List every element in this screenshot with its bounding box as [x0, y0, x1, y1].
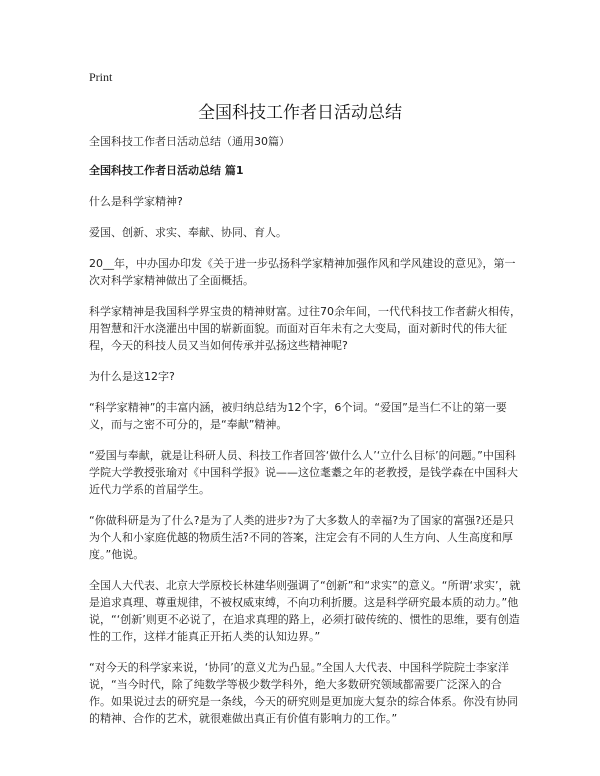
paragraph: 全国人大代表、北京大学原校长林建华则强调了“创新”和“求实”的意义。“所谓‘求实’，就是追求真理、尊重规律，不被权威束缚，不向功利折腰。这是科学研究最本质的动力。”他说，“‘创新’则更不必说了，在追求真理的路上，必须打破传统的、惯性的思维，要有创造性的工作，这样才能真正开拓人类的认知边界。” [89, 579, 521, 643]
paragraph: 科学家精神是我国科学界宝贵的精神财富。过往70余年间，一代代科技工作者薪火相传，用智慧和汗水浇灌出中国的崭新面貌。而面对百年未有之大变局，面对新时代的伟大征程，今天的科技人员又当如何传承并弘扬这些精神呢? [89, 305, 521, 352]
page-title: 全国科技工作者日活动总结 [198, 103, 402, 123]
document-body [89, 133, 521, 741]
paragraph: 爱国、创新、求实、奉献、协同、育人。 [89, 226, 287, 239]
paragraph: “对今天的科学家来说，‘协同’的意义尤为凸显。”全国人大代表、中国科学院院士李家洋说，“当今时代，除了纯数学等极少数学科外，绝大多数研究领域都需要广泛深入的合作。如果说过去的研究是一条线，今天的研究则是更加庞大复杂的综合体系。你没有协同的精神、合作的艺术，就很难做出真正有价值有影响力的工作。” [89, 661, 518, 725]
section-heading: 全国科技工作者日活动总结 篇1 [89, 164, 244, 177]
paragraph: 20__年，中办国办印发《关于进一步弘扬科学家精神加强作风和学风建设的意见》，第一次对科学家精神做出了全面概括。 [89, 257, 516, 287]
print-label: Print [89, 70, 113, 84]
paragraph: “你做科研是为了什么?是为了人类的进步?为了大多数人的幸福?为了国家的富强?还是只为个人和小家庭优越的物质生活?不同的答案，注定会有不同的人生方向、人生高度和厚度。”他说。 [89, 514, 515, 561]
paragraph: “科学家精神”的丰富内涵，被归纳总结为12个字，6个词。“爱国”是当仁不让的第一要义，而与之密不可分的，是“奉献”精神。 [89, 401, 507, 431]
paragraph: 什么是科学家精神? [89, 195, 183, 208]
document-subtitle: 全国科技工作者日活动总结（通用30篇） [89, 135, 290, 148]
paragraph: 为什么是这12字? [89, 370, 175, 383]
paragraph: “爱国与奉献，就是让科研人员、科技工作者回答‘做什么人’‘立什么目标’的问题。”中国科学院大学教授张瑜对《中国科学报》说——这位耄耋之年的老教授，是钱学森在中国科大近代力学系的首届学生。 [89, 449, 518, 496]
